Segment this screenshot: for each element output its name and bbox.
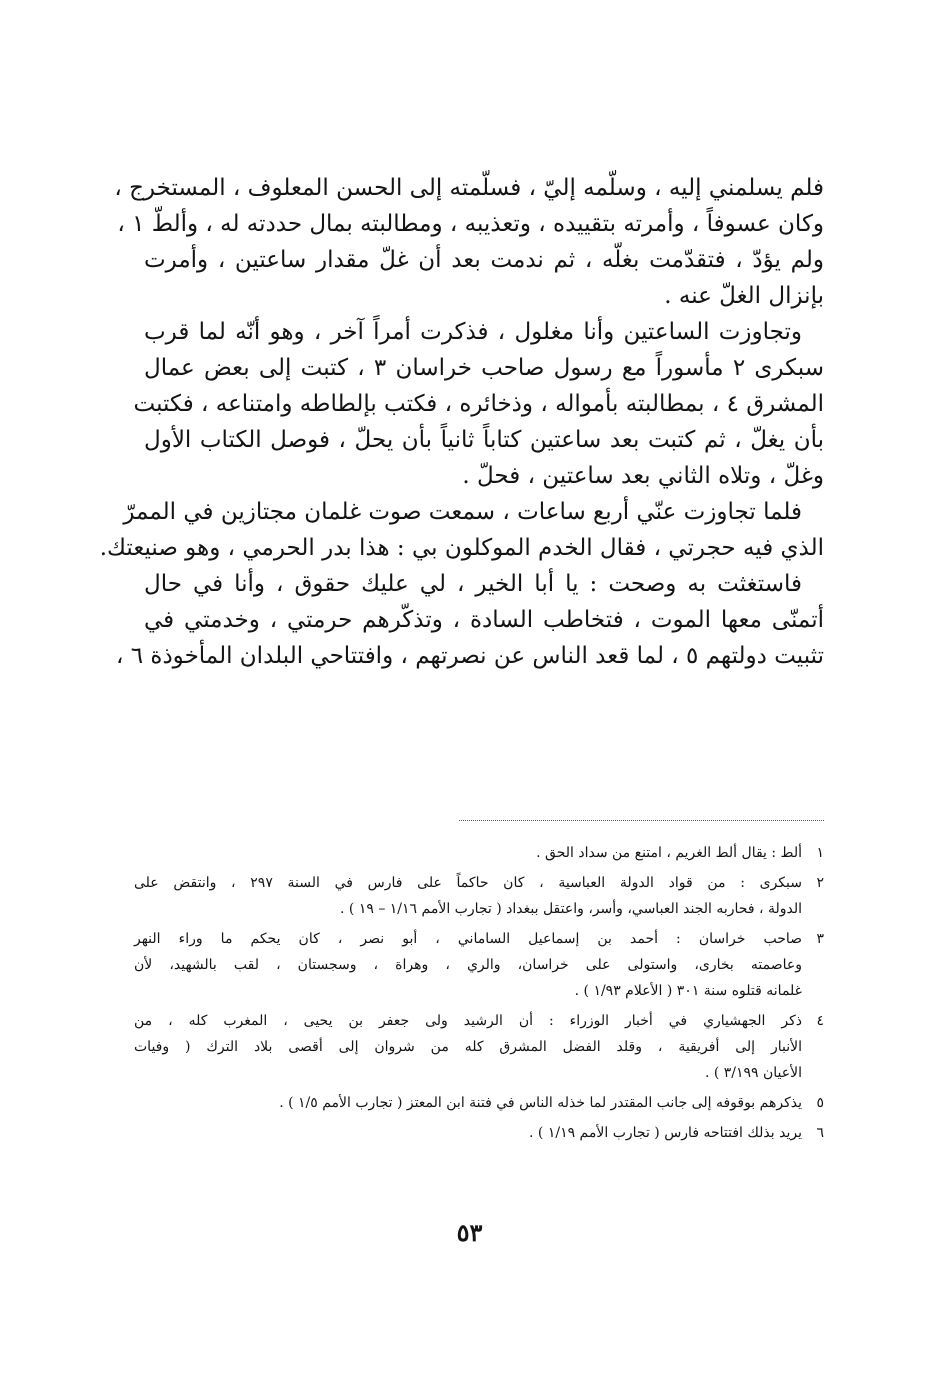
footnote-text [134, 1008, 802, 1086]
text-line: ولم يؤدّ ، فتقدّمت بغلّه ، ثم ندمت بعد أن غلّ مقدار ساعتين ، وأمرت [144, 247, 824, 273]
text-line: بإنزال الغلّ عنه . [664, 283, 824, 309]
footnote-line: صاحب خراسان : أحمد بن إسماعيل الساماني ، أبو نصر ، كان يحكم ما وراء النهر [134, 931, 802, 947]
footnote-number: ٦ [816, 1125, 824, 1141]
text-line: سبكرى ٢ مأسوراً مع رسول صاحب خراسان ٣ ، كتبت إلى بعض عمال [144, 355, 824, 381]
footnote [134, 1008, 824, 1086]
footnote-number: ٤ [816, 1013, 824, 1029]
text-line: فلما تجاوزت عنّي أربع ساعات ، سمعت صوت غلمان مجتازين في الممرّ [123, 499, 802, 525]
text-line: أتمنّى معها الموت ، فتخاطب السادة ، وتذكّرهم حرمتي ، وخدمتي في [144, 607, 824, 633]
footnote-text [134, 926, 802, 1004]
footnote-text [134, 1090, 802, 1116]
footnote-number: ١ [816, 845, 824, 861]
footnote-line: الأنبار إلى أفريقية ، وقلد الفضل المشرق كله من شروان إلى أقصى بلاد الترك ( وفيات [134, 1039, 802, 1055]
text-line: وغلّ ، وتلاه الثاني بعد ساعتين ، فحلّ . [462, 463, 824, 489]
text-line: الذي فيه حجرتي ، فقال الخدم الموكلون بي : هذا بدر الحرمي ، وهو صنيعتك. [99, 535, 824, 561]
footnote [134, 870, 824, 922]
footnote-line: وعاصمته بخارى، واستولى على خراسان، والري ، وهراة ، وسجستان ، لقب بالشهيد، لأن [134, 957, 802, 973]
footnote-number: ٥ [816, 1095, 824, 1111]
page-number: ٥٣ [456, 1218, 483, 1247]
text-line: وكان عسوفاً ، وأمرته بتقييده ، وتعذيبه ، ومطالبته بمال حددته له ، وألطّ ١ ، [117, 211, 824, 237]
footnote-line: يذكرهم بوقوفه إلى جانب المقتدر لما خذله الناس في فتنة ابن المعتز ( تجارب الأمم ١/٥ ) . [279, 1095, 802, 1111]
main-text-block [99, 170, 824, 674]
text-line: وتجاوزت الساعتين وأنا مغلول ، فذكرت أمراً آخر ، وهو أنّه لما قرب [144, 319, 802, 345]
footnote-line: الأعيان ٣/١٩٩ ) . [704, 1065, 802, 1081]
footnotes-block [134, 840, 824, 1150]
footnote-number: ٢ [816, 875, 824, 891]
footnote-separator [459, 820, 824, 821]
footnote-line: غلمانه قتلوه سنة ٣٠١ ( الأعلام ١/٩٣ ) . [574, 983, 802, 999]
footnote [134, 926, 824, 1004]
footnote-line: يريد بذلك افتتاحه فارس ( تجارب الأمم ١/١٩ ) . [529, 1125, 802, 1141]
text-line: تثبيت دولتهم ٥ ، لما قعد الناس عن نصرتهم ، وافتتاحي البلدان المأخوذة ٦ ، [115, 643, 824, 669]
footnote [134, 1090, 824, 1116]
footnote-number: ٣ [816, 931, 824, 947]
text-line: بأن يغلّ ، ثم كتبت بعد ساعتين كتاباً ثانياً بأن يحلّ ، فوصل الكتاب الأول [144, 427, 824, 453]
footnote-text [134, 870, 802, 922]
footnote-text [134, 840, 802, 866]
footnote-line: ذكر الجهشياري في أخبار الوزراء : أن الرشيد ولى جعفر بن يحيى ، المغرب كله ، من [134, 1013, 802, 1029]
footnote [134, 1120, 824, 1146]
footnote-line: سبكرى : من قواد الدولة العباسية ، كان حاكماً على فارس في السنة ٢٩٧ ، وانتقض على [134, 875, 802, 891]
footnote-line: الدولة ، فحاربه الجند العباسي، وأسر، واعتقل ببغداد ( تجارب الأمم ١/١٦ – ١٩ ) . [340, 901, 802, 917]
footnote-line: ألط : يقال ألط الغريم ، امتنع من سداد الحق . [536, 845, 802, 861]
text-line: فلم يسلمني إليه ، وسلّمه إليّ ، فسلّمته إلى الحسن المعلوف ، المستخرج ، [114, 175, 824, 201]
text-line: المشرق ٤ ، بمطالبته بأمواله ، وذخائره ، فكتب بإلطاطه وامتناعه ، فكتبت [133, 391, 824, 417]
footnote [134, 840, 824, 866]
text-line: فاستغثت به وصحت : يا أبا الخير ، لي عليك حقوق ، وأنا في حال [144, 571, 802, 597]
footnote-text [134, 1120, 802, 1146]
